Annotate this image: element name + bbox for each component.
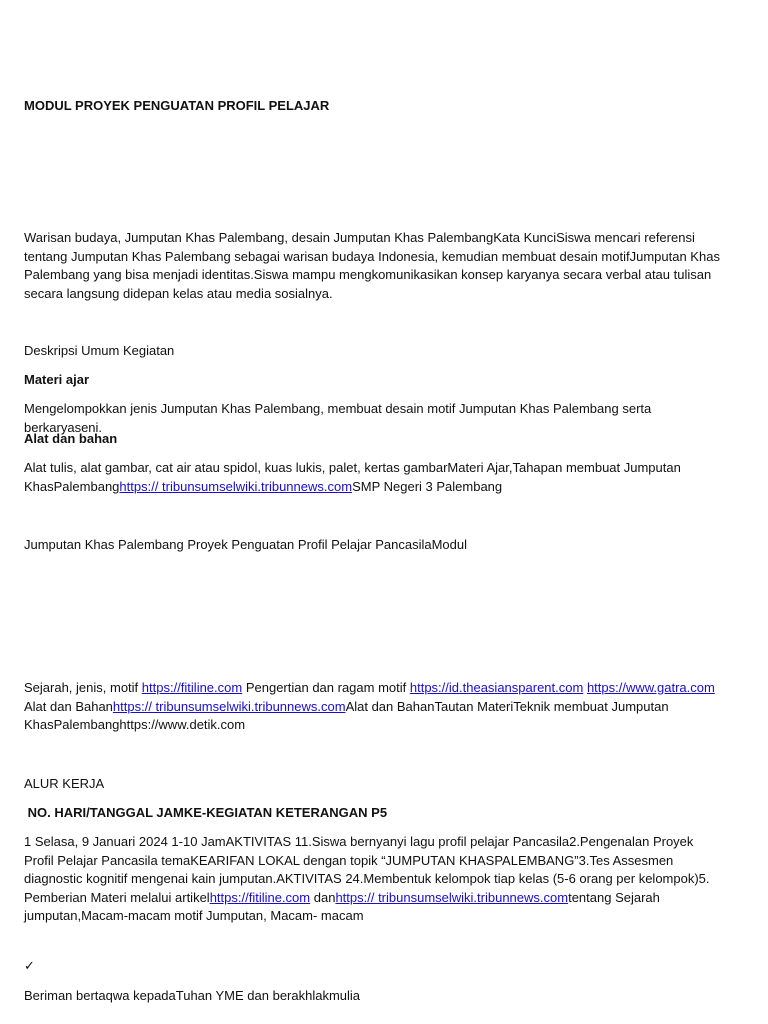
modul-line: Jumputan Khas Palembang Proyek Penguatan Profil Pelajar PancasilaModul bbox=[24, 537, 467, 552]
intro-text: Warisan budaya, Jumputan Khas Palembang, desain Jumputan Khas PalembangKata KunciSiswa mencari referensi tentang Jumputan Khas Palembang sebagai warisan budaya Indonesia, kemudian membuat desain motifJumputan Khas Palembang yang bisa menjadi identitas.Siswa mampu mengkomunikasikan konsep karyanya secara verbal atau tulisan secara langsung didepan kelas atau media sosialnya. bbox=[24, 230, 720, 301]
fitiline-link-2[interactable]: https://fitiline.com bbox=[209, 889, 311, 905]
footer-line: Beriman bertaqwa kepadaTuhan YME dan berakhlakmulia bbox=[24, 988, 361, 1003]
table-row-1 bbox=[24, 833, 720, 926]
intro-paragraph bbox=[24, 229, 720, 303]
row-1-text-1: 1 Selasa, 9 Januari 2024 1-10 JamAKTIVITAS 11.Siswa bernyanyi lagu profil pelajar Pancasila2.Pengenalan Proyek Profil Pelajar Pancasila temaKEARIFAN LOKAL dengan topik “JUMPUTAN KHASPALEMBANG”3.Tes Assesmen diagnostic kognitif mengenai kain jumputan.AKTIVITAS 24.Membentuk kelompok tiap kelas (5-6 orang per kelompok)5. Pemberian Materi melalui artikel bbox=[24, 834, 710, 905]
checkmark-icon: ✓ bbox=[24, 958, 35, 973]
tribun-link[interactable]: https:// tribunsumselwiki.tribunnews.com bbox=[119, 478, 353, 494]
materi-heading: Materi ajar bbox=[24, 372, 90, 387]
alat-paragraph bbox=[24, 459, 720, 496]
sejarah-text-2: Pengertian dan ragam motif bbox=[242, 680, 410, 695]
gatra-link[interactable]: https://www.gatra.com bbox=[586, 680, 715, 695]
table-header: NO. HARI/TANGGAL JAMKE-KEGIATAN KETERANGAN P5 bbox=[24, 805, 388, 820]
theasiansparent-link[interactable]: https://id.theasiansparent.com bbox=[409, 680, 584, 695]
sejarah-text-4: Alat dan Bahan bbox=[24, 698, 113, 714]
tribun-link-3[interactable]: https:// tribunsumselwiki.tribunnews.com bbox=[335, 889, 569, 905]
alat-text-2: SMP Negeri 3 Palembang bbox=[352, 478, 503, 494]
alat-heading: Alat dan bahan bbox=[24, 431, 118, 446]
materi-text: Mengelompokkan jenis Jumputan Khas Palembang, membuat desain motif Jumputan Khas Palembang serta berkaryaseni. bbox=[24, 401, 652, 435]
alat-text-1: Alat tulis, alat gambar, cat air atau spidol, kuas lukis, palet, kertas gambarMateri Ajar,Tahapan membuat Jumputan KhasPalembang bbox=[24, 460, 681, 494]
deskripsi-heading: Deskripsi Umum Kegiatan bbox=[24, 343, 175, 358]
sejarah-text-5: Alat dan BahanTautan MateriTeknik membuat Jumputan KhasPalembanghttps://www.detik.com bbox=[24, 698, 669, 732]
row-1-text-3: tentang Sejarah jumputan,Macam-macam motif Jumputan, Macam- macam bbox=[24, 889, 660, 923]
fitiline-link[interactable]: https://fitiline.com bbox=[141, 680, 243, 695]
tribun-link-2[interactable]: https:// tribunsumselwiki.tribunnews.com bbox=[112, 698, 346, 714]
row-1-text-2: dan bbox=[310, 889, 336, 905]
sejarah-text-1: Sejarah, jenis, motif bbox=[24, 680, 142, 695]
sejarah-paragraph bbox=[24, 679, 720, 735]
alur-kerja-heading: ALUR KERJA bbox=[24, 776, 105, 791]
document-title: MODUL PROYEK PENGUATAN PROFIL PELAJAR bbox=[24, 98, 330, 113]
